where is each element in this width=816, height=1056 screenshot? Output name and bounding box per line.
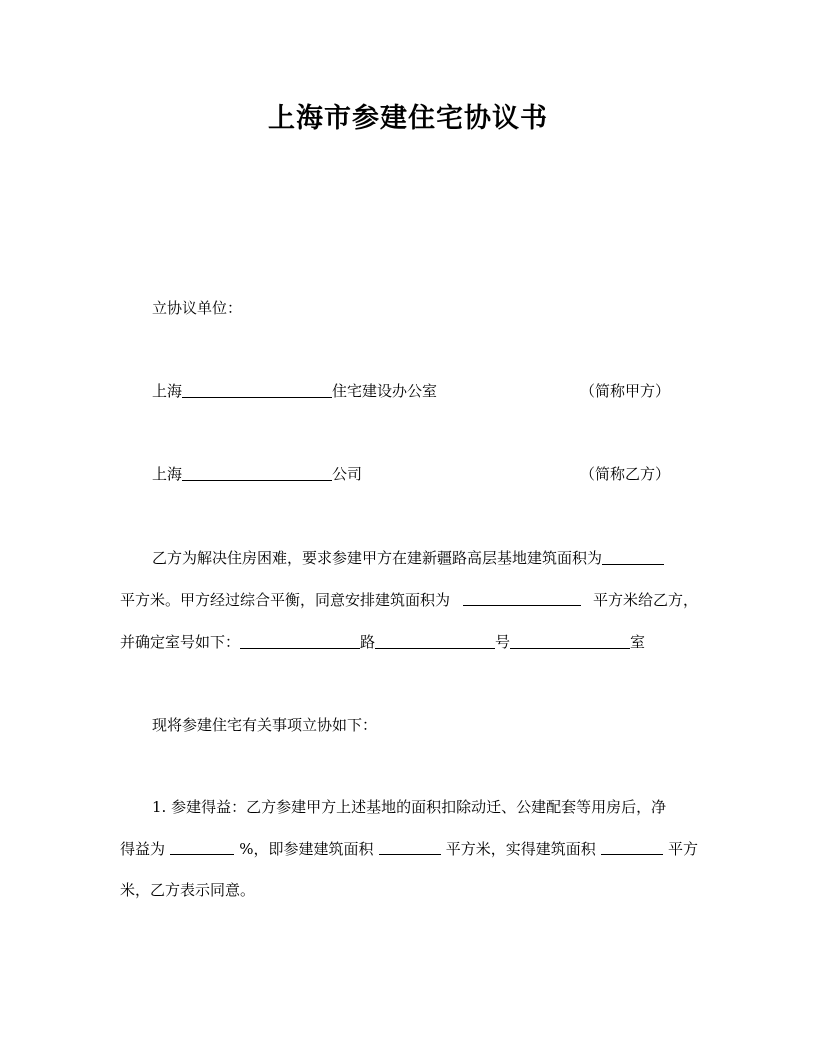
clause1-line2-text-d: 平方 xyxy=(667,840,698,858)
para1-line1-text: 乙方为解决住房困难，要求参建甲方在建新疆路高层基地建筑面积为 xyxy=(152,549,603,567)
party-a-prefix: 上海 xyxy=(152,382,183,400)
party-a-line xyxy=(152,381,437,401)
actual-area-blank[interactable] xyxy=(601,839,663,855)
para1-line3-text-b: 路 xyxy=(360,633,376,651)
para1-line3-text-c: 号 xyxy=(495,633,511,651)
para1-line2-text-a: 平方米。甲方经过综合平衡，同意安排建筑面积为 xyxy=(120,591,451,609)
parties-heading: 立协议单位： xyxy=(152,299,243,317)
para1-line3 xyxy=(120,632,698,652)
party-a-name-blank[interactable] xyxy=(182,382,332,398)
number-blank[interactable] xyxy=(375,633,495,649)
clause1-line1: 1. 参建得益：乙方参建甲方上述基地的面积扣除动迁、公建配套等用房后，净 xyxy=(152,798,667,816)
clause1-line2-text-b: %，即参建建筑面积 xyxy=(239,840,374,858)
participation-area-blank[interactable] xyxy=(379,839,441,855)
para1-line3-text-d: 室 xyxy=(630,633,646,651)
para1-line3-text-a: 并确定室号如下： xyxy=(120,633,241,651)
road-blank[interactable] xyxy=(240,633,360,649)
room-blank[interactable] xyxy=(510,633,630,649)
party-b-suffix: 公司 xyxy=(332,465,363,483)
para2: 现将参建住宅有关事项立协如下： xyxy=(152,716,378,734)
party-b-prefix: 上海 xyxy=(152,465,183,483)
allocated-area-blank[interactable] xyxy=(463,590,581,606)
party-b-line xyxy=(152,464,362,484)
benefit-percent-blank[interactable] xyxy=(170,839,234,855)
party-b-note: （简称乙方） xyxy=(580,465,671,483)
party-b-name-blank[interactable] xyxy=(182,465,332,481)
clause1-line2 xyxy=(120,839,698,859)
clause1-line2-text-a: 得益为 xyxy=(120,840,166,858)
para1-line1 xyxy=(152,548,698,568)
para1-line2 xyxy=(120,590,698,610)
clause1-line2-text-c: 平方米，实得建筑面积 xyxy=(445,840,596,858)
document-title: 上海市参建住宅协议书 xyxy=(268,103,548,134)
para1-line2-text-b: 平方米给乙方， xyxy=(592,591,698,609)
clause1-line3: 米，乙方表示同意。 xyxy=(120,881,256,899)
party-a-note: （简称甲方） xyxy=(580,382,671,400)
party-a-suffix: 住宅建设办公室 xyxy=(332,382,438,400)
requested-area-blank[interactable] xyxy=(602,549,664,565)
